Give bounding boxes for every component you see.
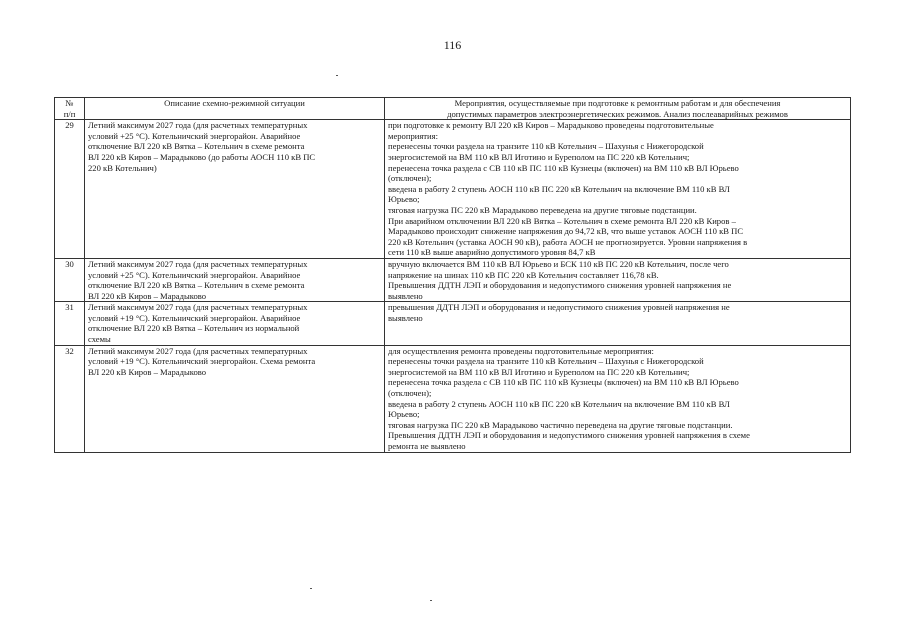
measures-line: введена в работу 2 ступень АОСН 110 кВ ПС 220 кВ Котельнич на включение ВМ 110 кВ ВЛ	[388, 398, 730, 409]
measures-line: превышения ДДТН ЛЭП и оборудования и недопустимого снижения уровней напряжения не	[388, 302, 730, 313]
measures-line: напряжение на шинах 110 кВ ПС 220 кВ Котельнич составляет 116,78 кВ.	[388, 269, 659, 280]
table-body	[55, 120, 851, 452]
row-number: 32	[55, 345, 85, 452]
measures-text	[385, 302, 851, 345]
scan-speck	[430, 600, 432, 601]
measures-line: При аварийном отключении ВЛ 220 кВ Вятка – Котельнич в схеме ремонта ВЛ 220 кВ Киров –	[388, 215, 736, 226]
measures-text	[385, 258, 851, 301]
measures-line: перенесена точка раздела с СВ 110 кВ ПС 110 кВ Кузнецы (включен) на ВМ 110 кВ ВЛ Юрьево	[388, 162, 739, 173]
measures-line: Юрьево;	[388, 409, 420, 420]
description-line: Летний максимум 2027 года (для расчетных температурных	[88, 120, 308, 131]
situation-description	[85, 302, 385, 345]
description-line: Летний максимум 2027 года (для расчетных температурных	[88, 302, 308, 313]
header-measures	[385, 98, 851, 120]
page-number: 116	[443, 38, 462, 52]
description-line: 220 кВ Котельнич)	[88, 162, 157, 173]
measures-line: (отключен);	[388, 173, 432, 184]
measures-text	[385, 120, 851, 259]
measures-line: перенесены точки раздела на транзите 110 кВ Котельнич – Шахунья с Нижегородской	[388, 356, 704, 367]
description-line: отключение ВЛ 220 кВ Вятка – Котельнич в схеме ремонта	[88, 280, 305, 291]
table-row	[55, 120, 851, 259]
header-measures-line1: Мероприятия, осуществляемые при подготовке к ремонтным работам и для обеспечения	[454, 98, 781, 108]
measures-line: Юрьево;	[388, 194, 420, 205]
measures-line: вручную включается ВМ 110 кВ ВЛ Юрьево и БСК 110 кВ ПС 220 кВ Котельнич, после чего	[388, 258, 729, 269]
measures-line: сети 110 кВ выше аварийно допустимого уровня 84,7 кВ	[388, 247, 596, 258]
situation-description	[85, 120, 385, 259]
scan-speck	[336, 75, 338, 76]
measures-line: Марадыково происходит снижение напряжения до 94,72 кВ, что выше уставок АОСН 110 кВ ПС	[388, 226, 744, 237]
table-row	[55, 302, 851, 345]
description-line: условий +19 °С). Котельничский энергорайон. Схема ремонта	[88, 356, 316, 367]
measures-line: перенесена точка раздела с СВ 110 кВ ПС 110 кВ Кузнецы (включен) на ВМ 110 кВ ВЛ Юрьево	[388, 377, 739, 388]
measures-line: мероприятия:	[388, 130, 438, 141]
measures-line: 220 кВ Котельнич (уставка АОСН 90 кВ), работа АОСН не прогнозируется. Уровни напряжения в	[388, 236, 748, 247]
header-measures-line2: допустимых параметров электроэнергетических режимов. Анализ послеаварийных режимов	[447, 108, 788, 119]
scan-speck	[310, 588, 312, 589]
header-number-line2: п/п	[63, 108, 76, 119]
description-line: ВЛ 220 кВ Киров – Марадыково	[88, 366, 207, 377]
measures-line: Превышения ДДТН ЛЭП и оборудования и недопустимого снижения уровней напряжения в схеме	[388, 430, 750, 441]
table-row	[55, 345, 851, 452]
measures-line: перенесены точки раздела на транзите 110 кВ Котельнич – Шахунья с Нижегородской	[388, 141, 704, 152]
measures-line: тяговая нагрузка ПС 220 кВ Марадыково переведена на другие тяговые подстанции.	[388, 204, 697, 215]
measures-line: при подготовке к ремонту ВЛ 220 кВ Киров – Марадыково проведены подготовительные	[388, 120, 714, 131]
measures-line: для осуществления ремонта проведены подготовительные мероприятия:	[388, 345, 654, 356]
header-number	[55, 98, 85, 120]
measures-line: (отключен);	[388, 388, 432, 399]
situation-description	[85, 345, 385, 452]
table-header-row	[55, 98, 851, 120]
row-number: 30	[55, 258, 85, 301]
measures-line: энергосистемой на ВМ 110 кВ ВЛ Иготино и Буреполом на ПС 220 кВ Котельнич;	[388, 366, 690, 377]
description-line: схемы	[88, 334, 111, 345]
measures-line: ремонта не выявлено	[388, 441, 466, 451]
measures-line: тяговая нагрузка ПС 220 кВ Марадыково частично переведена на другие тяговые подстанции.	[388, 419, 733, 430]
situation-description	[85, 258, 385, 301]
measures-line: выявлено	[388, 312, 423, 323]
header-description: Описание схемно-режимной ситуации	[85, 98, 385, 120]
description-line: отключение ВЛ 220 кВ Вятка – Котельнич из нормальной	[88, 323, 300, 334]
description-line: условий +25 °С). Котельничский энергорайон. Аварийное	[88, 269, 301, 280]
row-number: 29	[55, 120, 85, 259]
measures-text	[385, 345, 851, 452]
measures-line: Превышения ДДТН ЛЭП и оборудования и недопустимого снижения уровней напряжения не	[388, 280, 732, 291]
description-line: условий +25 °С). Котельничский энергорайон. Аварийное	[88, 130, 301, 141]
measures-line: выявлено	[388, 290, 423, 301]
measures-line: энергосистемой на ВМ 110 кВ ВЛ Иготино и Буреполом на ПС 220 кВ Котельнич;	[388, 151, 690, 162]
description-line: ВЛ 220 кВ Киров – Марадыково (до работы АОСН 110 кВ ПС	[88, 151, 316, 162]
table-row	[55, 258, 851, 301]
row-number: 31	[55, 302, 85, 345]
situations-table	[54, 97, 851, 453]
description-line: отключение ВЛ 220 кВ Вятка – Котельнич в схеме ремонта	[88, 141, 305, 152]
description-line: ВЛ 220 кВ Киров – Марадыково	[88, 290, 207, 301]
header-number-line1: №	[65, 98, 74, 108]
description-line: Летний максимум 2027 года (для расчетных температурных	[88, 258, 308, 269]
description-line: Летний максимум 2027 года (для расчетных температурных	[88, 345, 308, 356]
measures-line: введена в работу 2 ступень АОСН 110 кВ ПС 220 кВ Котельнич на включение ВМ 110 кВ ВЛ	[388, 183, 730, 194]
description-line: условий +19 °С). Котельничский энергорайон. Аварийное	[88, 312, 301, 323]
